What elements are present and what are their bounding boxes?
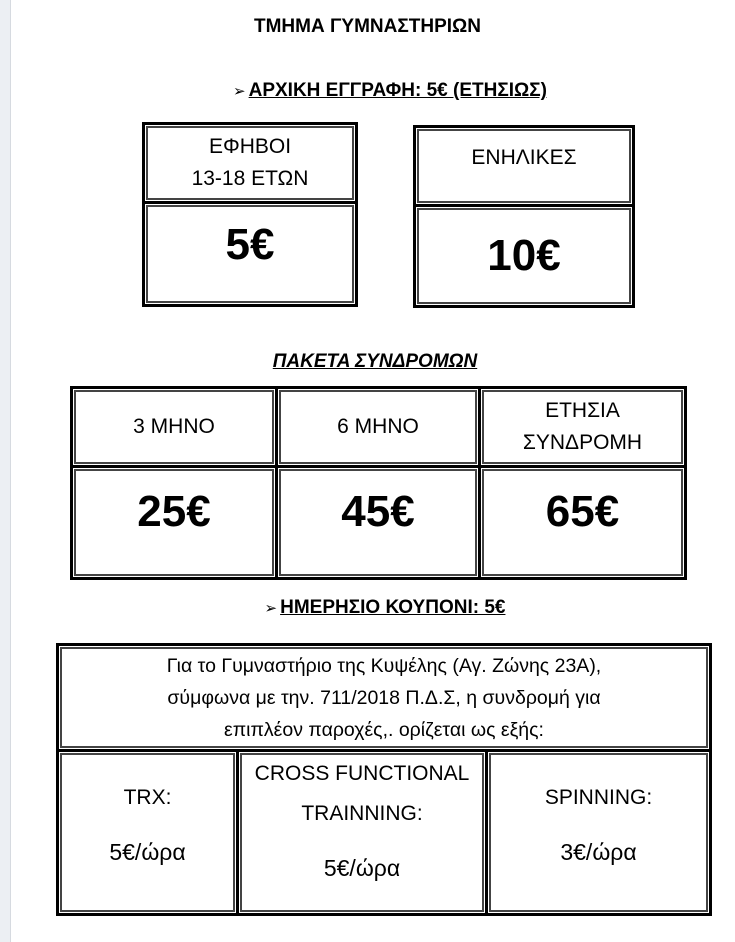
- teens-price-cell: [142, 201, 358, 307]
- plan-price: 25€: [137, 486, 211, 536]
- daily-coupon-heading: [0, 597, 735, 619]
- plan-price-cell: [275, 465, 481, 580]
- service-rate: 5€/ώρα: [109, 839, 186, 865]
- arrow-bullet-icon: ➢: [233, 83, 246, 100]
- daily-coupon-heading-text: ΗΜΕΡΗΣΙΟ ΚΟΥΠΟΝΙ: 5€: [280, 597, 506, 618]
- adults-price-cell: [413, 204, 635, 308]
- service-name: TRX:: [123, 786, 172, 809]
- plan-label-line1: 3 ΜΗΝΟ: [133, 415, 215, 438]
- adults-label: ΕΝΗΛΙΚΕΣ: [471, 146, 577, 169]
- arrow-bullet-icon: ➢: [264, 600, 278, 617]
- plan-label-cell: [70, 386, 278, 468]
- service-cell-cross-functional: [236, 749, 488, 916]
- kypseli-intro-cell: [56, 643, 712, 752]
- plan-price-cell: [70, 465, 278, 580]
- adults-price: 10€: [487, 231, 561, 280]
- plan-label-cell: [478, 386, 687, 468]
- service-rate: 5€/ώρα: [323, 855, 401, 881]
- kypseli-intro-line1: Για το Γυμναστήριο της Κυψέλης (Αγ. Ζώνης 23Α),: [166, 654, 602, 677]
- plan-label-line1: 6 ΜΗΝΟ: [337, 415, 419, 438]
- registration-heading: [0, 80, 735, 102]
- subscriptions-heading: [0, 351, 735, 373]
- teens-price: 5€: [225, 220, 275, 269]
- service-name-line2: TRAINNING:: [301, 802, 423, 825]
- service-cell-spinning: [485, 749, 712, 916]
- plan-label-line1: ΕΤΗΣΙΑ: [545, 399, 620, 422]
- plan-label-line2: ΣΥΝΔΡΟΜΗ: [522, 431, 643, 454]
- service-name: SPINNING:: [544, 786, 653, 809]
- plan-price: 65€: [545, 486, 620, 536]
- teens-label-line1: ΕΦΗΒΟΙ: [208, 135, 292, 158]
- service-rate: 3€/ώρα: [560, 839, 637, 865]
- teens-label-line2: 13-18 ΕΤΩΝ: [191, 167, 309, 190]
- kypseli-intro-line3: επιπλέον παροχές,. ορίζεται ως εξής:: [224, 718, 544, 741]
- plan-price-cell: [478, 465, 687, 580]
- subscriptions-heading-text: ΠΑΚΕΤΑ ΣΥΝΔΡΟΜΩΝ: [272, 351, 478, 372]
- teens-label-cell: [142, 122, 358, 204]
- service-cell-trx: [56, 749, 239, 916]
- page-edge-line: [10, 0, 11, 942]
- plan-price: 45€: [341, 486, 415, 536]
- page-title: ΤΜΗΜΑ ΓΥΜΝΑΣΤΗΡΙΩΝ: [254, 16, 481, 37]
- adults-label-cell: [413, 125, 635, 207]
- page-left-margin: [0, 0, 10, 942]
- kypseli-intro-line2: σύμφωνα με την. 711/2018 Π.Δ.Σ, η συνδρομή για: [167, 686, 601, 709]
- plan-label-cell: [275, 386, 481, 468]
- registration-heading-text: ΑΡΧΙΚΗ ΕΓΓΡΑΦΗ: 5€ (ΕΤΗΣΙΩΣ): [248, 80, 547, 101]
- service-name-line1: CROSS FUNCTIONAL: [254, 762, 470, 785]
